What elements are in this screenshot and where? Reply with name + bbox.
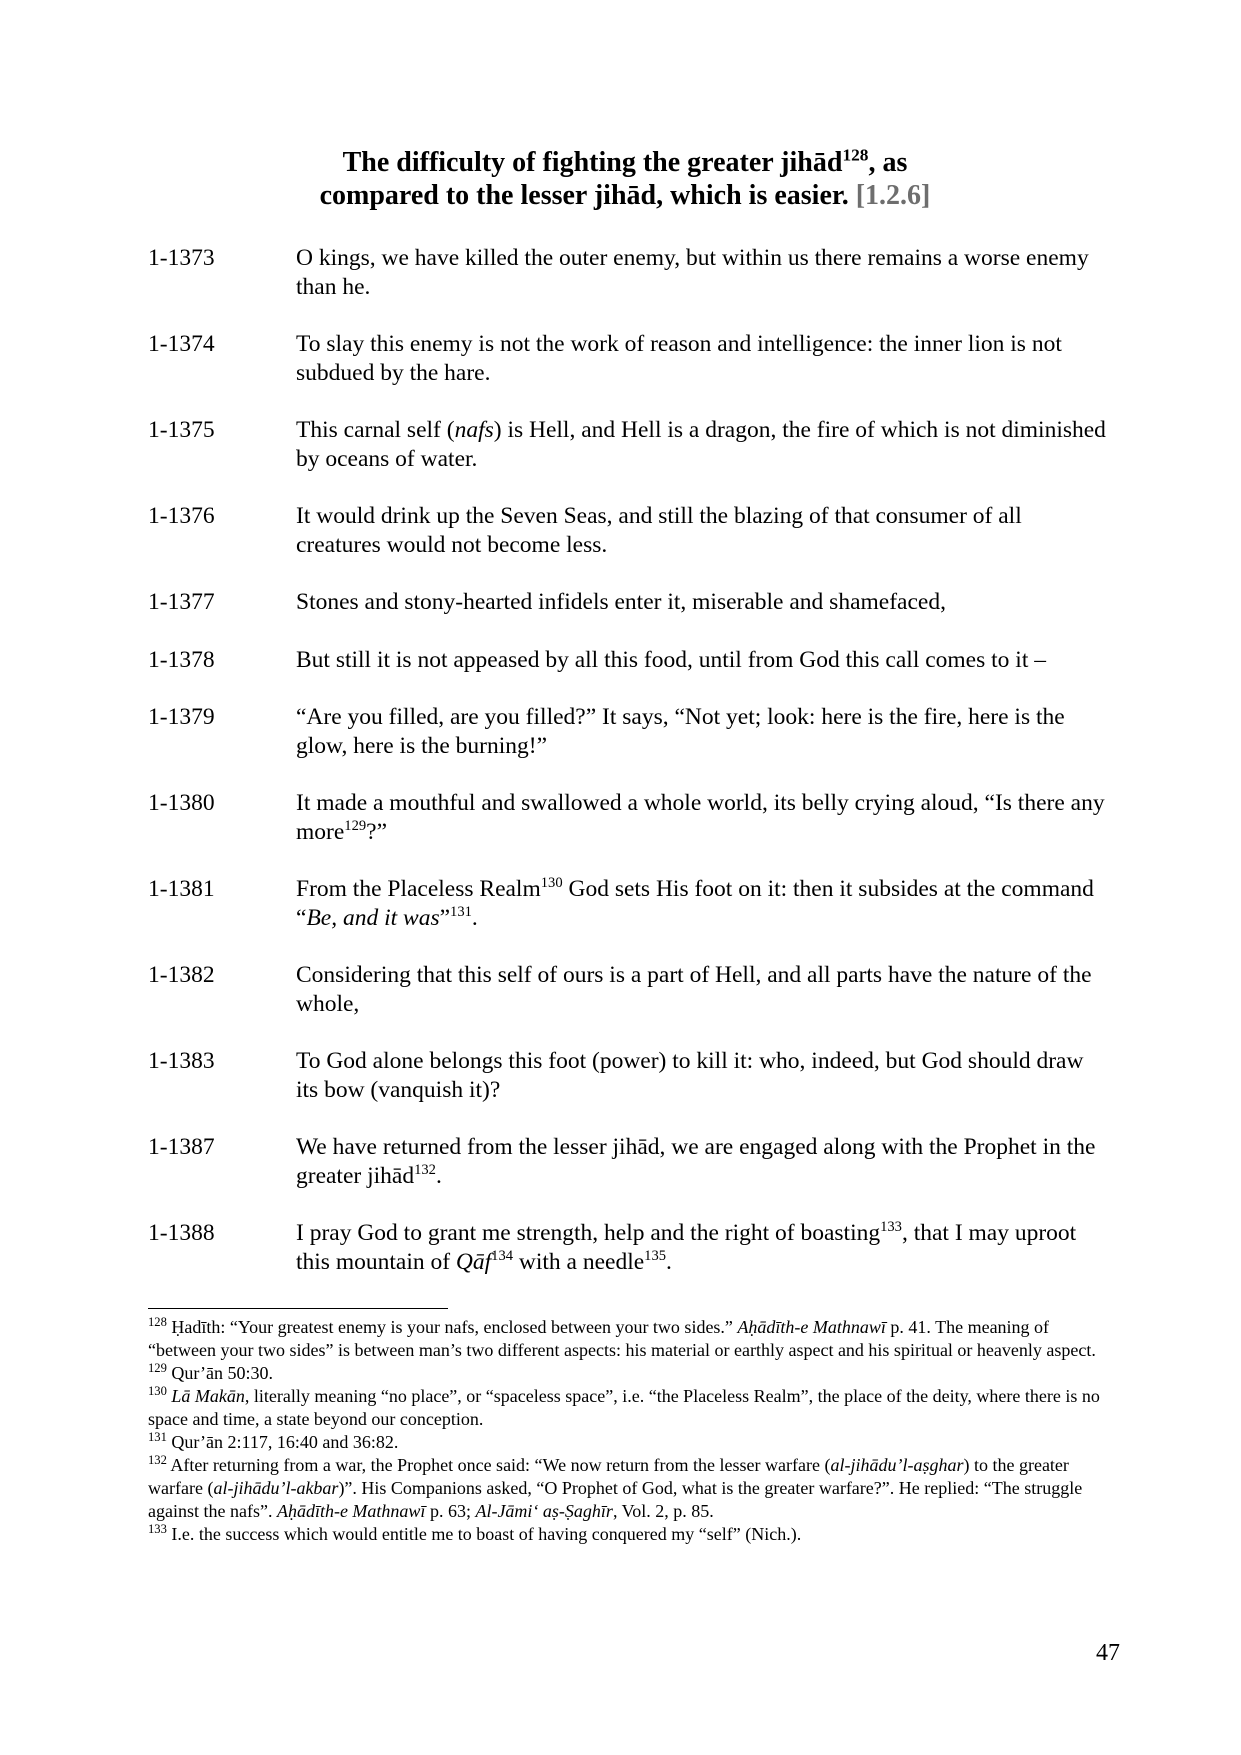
footnote-ref-131[interactable]: 131 [450,903,472,920]
verse-number: 1-1373 [148,245,215,271]
verse-text: To God alone belongs this foot (power) to kill it: who, indeed, but God should draw its bow (vanquish it)? [296,1048,1084,1103]
verse-1-1381 [148,875,1108,932]
footnote-130: $^{130}$ Lā Makān, literally meaning “no place”, or “spaceless space”, i.e. “the Placeless Realm”, the place of the deity, where there is no space and time, a state beyond our conception. [148,1384,1100,1429]
verse-number: 1-1375 [148,417,215,443]
verse-1-1382 [148,961,1108,1018]
page-number: 47 [1096,1640,1120,1666]
footnote-ref-133[interactable]: 133 [880,1219,902,1236]
verse-number: 1-1387 [148,1134,215,1160]
verse-text: O kings, we have killed the outer enemy, but within us there remains a worse enemy than he. [296,245,1089,300]
verse-text: We have returned from the lesser jihād, we are engaged along with the Prophet in the greater jihād$^{132}$. [296,1134,1096,1189]
verse-1-1377 [148,588,1108,617]
verse-text: But still it is not appeased by all this food, until from God this call comes to it – [296,646,1046,673]
title-line-2: compared to the lesser jihād, which is easier. [1.2.6] [319,180,931,211]
verse-number: 1-1383 [148,1048,215,1074]
section-reference: [1.2.6] [855,180,931,211]
verse-text: To slay this enemy is not the work of reason and intelligence: the inner lion is not subdued by the hare. [296,331,1062,386]
footnote-ref-135[interactable]: 135 [644,1247,667,1264]
verse-1-1388 [148,1219,1108,1276]
verse-1-1373 [148,244,1108,301]
title-line-1: The difficulty of fighting the greater jihād$^{128}$, as [342,145,908,178]
verse-number: 1-1381 [148,876,215,902]
verse-1-1378 [148,646,1108,675]
footnote-132: $^{132}$ After returning from a war, the Prophet once said: “We now return from the lesser warfare (al-jihādu’l-aṣghar) to the greater warfare (al-jihādu’l-akbar)”. His Companions asked, “O Prophet of God, what is the greater warfare?”. He replied: “The struggle against the nafs”. Aḥādīth-e Mathnawī p. 63; Al-Jāmi‘ aṣ-Ṣaghīr, Vol. 2, p. 85. [148,1453,1083,1521]
verse-text: It made a mouthful and swallowed a whole world, its belly crying aloud, “Is there any more$^{129}$?” [296,790,1105,845]
verse-number: 1-1388 [148,1220,215,1246]
verse-1-1383 [148,1047,1108,1104]
verse-text: Stones and stony-hearted infidels enter it, miserable and shamefaced, [296,589,946,615]
verse-1-1379 [148,703,1108,760]
verse-number: 1-1379 [148,704,215,730]
verse-text: It would drink up the Seven Seas, and still the blazing of that consumer of all creatures would not become less. [296,503,1022,558]
verse-text: This carnal self (nafs) is Hell, and Hell is a dragon, the fire of which is not diminished by oceans of water. [296,417,1106,472]
footnote-133: $^{133}$ I.e. the success which would entitle me to boast of having conquered my “self” (Nich.). [148,1522,802,1544]
footnote-ref-132[interactable]: 132 [414,1161,436,1178]
footnote-ref-128[interactable]: 128 [842,145,869,165]
footnote-separator [148,1308,448,1309]
verse-1-1387 [148,1133,1108,1190]
footnotes [148,1316,1108,1546]
verse-number: 1-1376 [148,503,215,529]
verse-number: 1-1382 [148,962,215,988]
footnote-128: $^{128}$ Ḥadīth: “Your greatest enemy is your nafs, enclosed between your two sides.” Aḥādīth-e Mathnawī p. 41. The meaning of “between your two sides” is between man’s two different aspects: his material or earthly aspect and his spiritual or heavenly aspect. [148,1315,1096,1360]
footnote-131: $^{131}$ Qur’ān 2:117, 16:40 and 36:82. [148,1430,399,1452]
verse-1-1376 [148,502,1108,559]
verse-text: Considering that this self of ours is a part of Hell, and all parts have the nature of the whole, [296,962,1092,1017]
footnote-129: $^{129}$ Qur’ān 50:30. [148,1361,274,1383]
verse-text: From the Placeless Realm$^{130}$ God sets His foot on it: then it subsides at the command “Be, and it was”$^{131}$. [296,875,1094,931]
verse-number: 1-1380 [148,790,215,816]
verse-number: 1-1374 [148,331,215,357]
verse-1-1380 [148,789,1108,846]
verse-text: I pray God to grant me strength, help and the right of boasting$^{133}$, that I may uproot this mountain of Qāf$^{134}$ with a needle$^{135}$. [296,1219,1077,1275]
verse-text: “Are you filled, are you filled?” It says, “Not yet; look: here is the fire, here is the glow, here is the burning!” [296,704,1065,759]
section-title [150,146,1100,212]
footnote-ref-134[interactable]: 134 [491,1247,514,1264]
verse-number: 1-1377 [148,589,215,615]
verse-number: 1-1378 [148,646,215,673]
verse-1-1374 [148,330,1108,387]
footnote-ref-130[interactable]: 130 [540,875,563,892]
verse-1-1375 [148,416,1108,473]
footnote-ref-129[interactable]: 129 [344,817,367,834]
verse-list [148,244,1108,1305]
